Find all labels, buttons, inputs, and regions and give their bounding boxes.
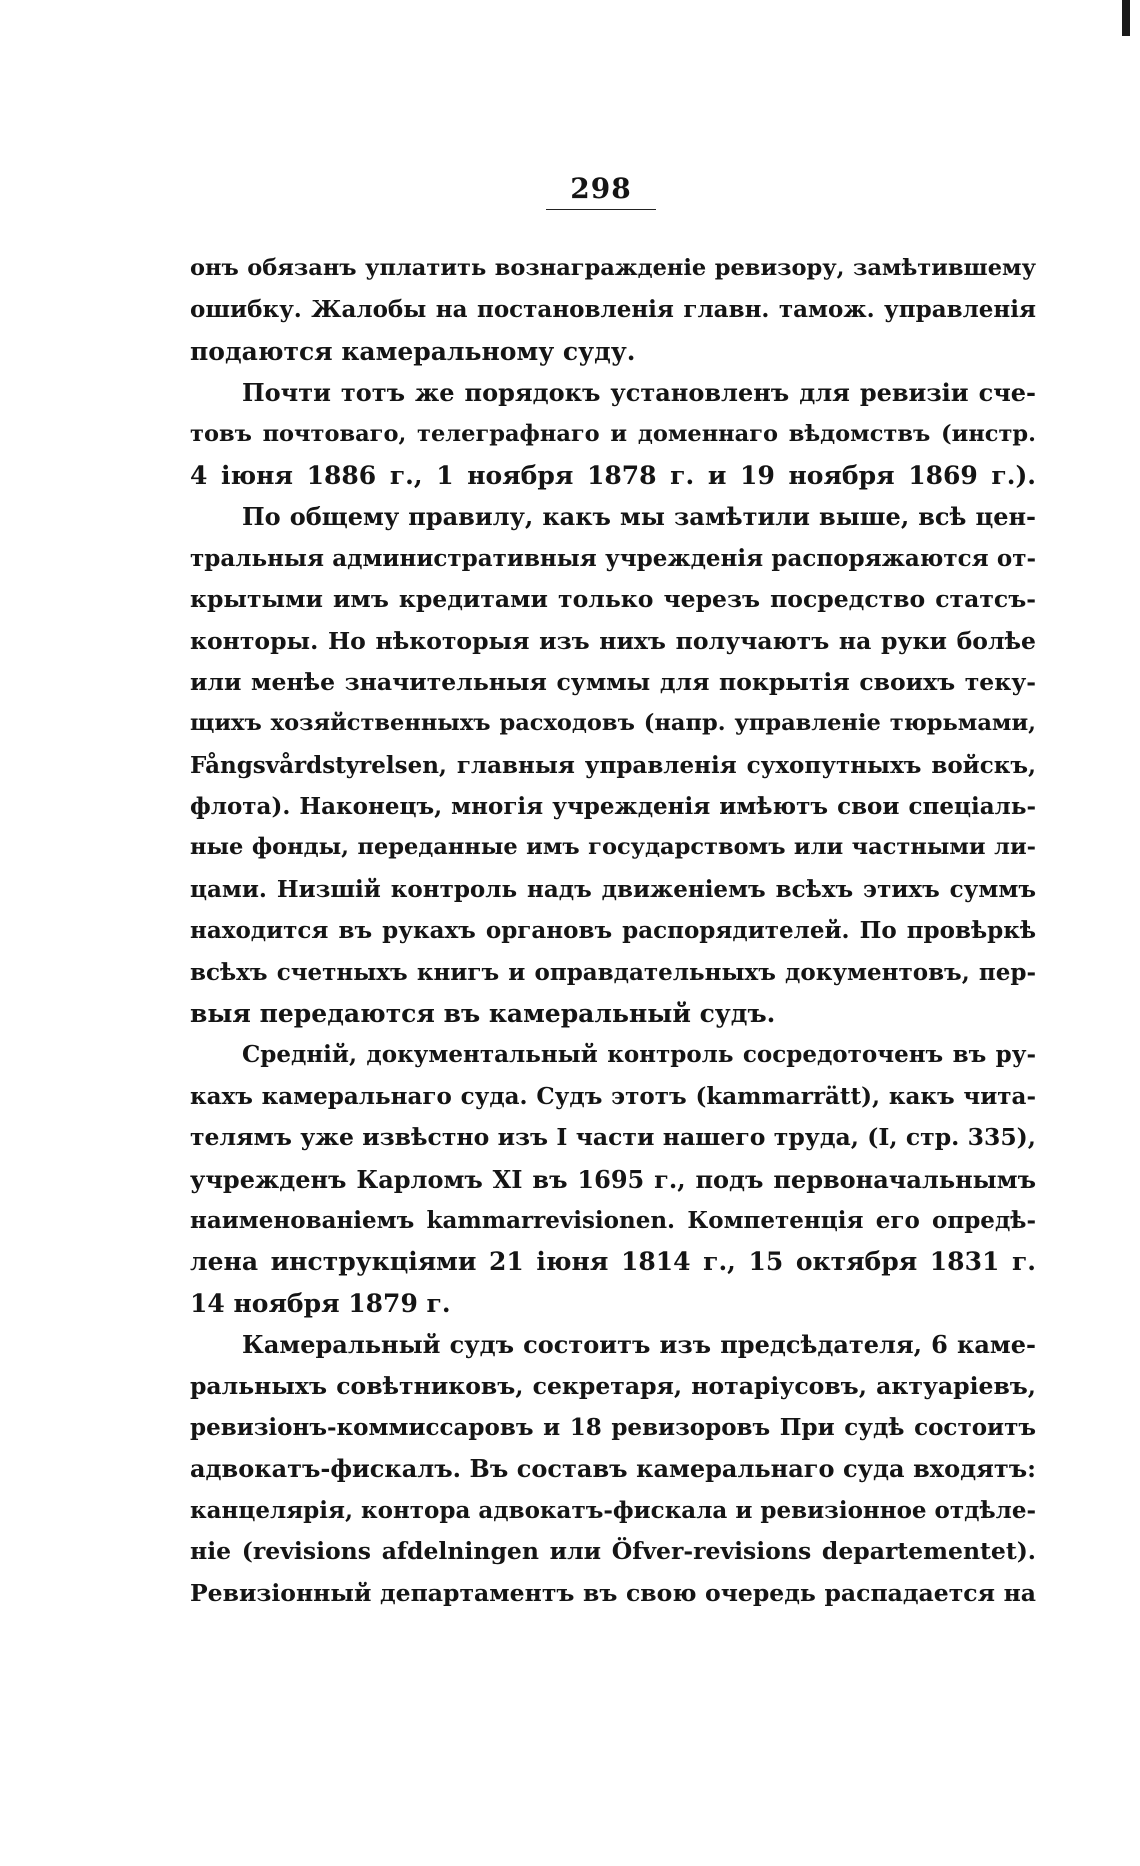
text-line: По общему правилу, какъ мы замѣтили выше, всѣ цен-: [242, 502, 1036, 532]
text-line: подаются камеральному суду.: [190, 336, 636, 366]
text-line: ошибку. Жалобы на постановленія главн. тамож. управленія: [190, 296, 1036, 324]
page-number: 298: [546, 172, 656, 210]
text-line: Почти тотъ же порядокъ установленъ для ревизіи сче-: [242, 378, 1036, 408]
text-line: ніе (revisions afdelningen или Öfver-revisions departementet).: [190, 1537, 1036, 1566]
text-line: тральныя административныя учрежденія распоряжаются от-: [190, 544, 1036, 572]
text-line: или менѣе значительныя суммы для покрытія своихъ теку-: [190, 667, 1036, 696]
text-line: кахъ камеральнаго суда. Судъ этотъ (kammarrätt), какъ чита-: [190, 1082, 1036, 1110]
text-line: товъ почтоваго, телеграфнаго и доменнаго вѣдомствъ (инстр.: [190, 420, 1036, 447]
text-line: конторы. Но нѣкоторыя изъ нихъ получаютъ на руки болѣе: [190, 626, 1036, 655]
text-line: учрежденъ Карломъ XI въ 1695 г., подъ первоначальнымъ: [190, 1164, 1036, 1194]
scan-edge-mark: [1122, 0, 1130, 36]
text-line: крытыми имъ кредитами только черезъ посредство статсъ-: [190, 585, 1036, 614]
text-line: онъ обязанъ уплатить вознагражденіе ревизору, замѣтившему: [190, 255, 1036, 281]
body-text: [190, 248, 1036, 1614]
text-line: телямъ уже извѣстно изъ I части нашего труда, (I, стр. 335),: [190, 1123, 1036, 1152]
text-line: 4 іюня 1886 г., 1 ноября 1878 г. и 19 ноября 1869 г.).: [190, 460, 1036, 490]
text-line: всѣхъ счетныхъ книгъ и оправдательныхъ документовъ, пер-: [190, 958, 1036, 986]
text-line: выя передаются въ камеральный судъ.: [190, 999, 776, 1029]
text-line: наименованіемъ kammarrevisionen. Компетенція его опредѣ-: [190, 1206, 1036, 1234]
text-line: флота). Наконецъ, многія учрежденія имѣютъ свои спеціаль-: [190, 793, 1036, 821]
text-line: находится въ рукахъ органовъ распорядителей. По провѣркѣ: [190, 917, 1036, 945]
text-line: адвокатъ-фискалъ. Въ составъ камеральнаго суда входятъ:: [190, 1454, 1036, 1484]
text-line: ральныхъ совѣтниковъ, секретаря, нотаріусовъ, актуаріевъ,: [190, 1371, 1036, 1400]
text-line: лена инструкціями 21 іюня 1814 г., 15 октября 1831 г.: [190, 1247, 1036, 1277]
text-line: щихъ хозяйственныхъ расходовъ (напр. управленіе тюрьмами,: [190, 710, 1036, 737]
text-line: цами. Низшій контроль надъ движеніемъ всѣхъ этихъ суммъ: [190, 875, 1036, 903]
text-line: 14 ноября 1879 г.: [190, 1288, 451, 1318]
text-line: ные фонды, переданные имъ государствомъ или частными ли-: [190, 834, 1036, 861]
text-line: Fångsvårdstyrelsen, главныя управленія сухопутныхъ войскъ,: [190, 751, 1036, 779]
text-line: Ревизіонный департаментъ въ свою очередь распадается на: [190, 1578, 1036, 1607]
text-line: ревизіонъ-коммиссаровъ и 18 ревизоровъ При судѣ состоитъ: [190, 1413, 1036, 1441]
text-line: Средній, документальный контроль сосредоточенъ въ ру-: [242, 1041, 1036, 1069]
text-line: канцелярія, контора адвокатъ-фискала и ревизіонное отдѣле-: [190, 1496, 1037, 1524]
text-line: Камеральный судъ состоитъ изъ предсѣдателя, 6 каме-: [242, 1330, 1036, 1360]
